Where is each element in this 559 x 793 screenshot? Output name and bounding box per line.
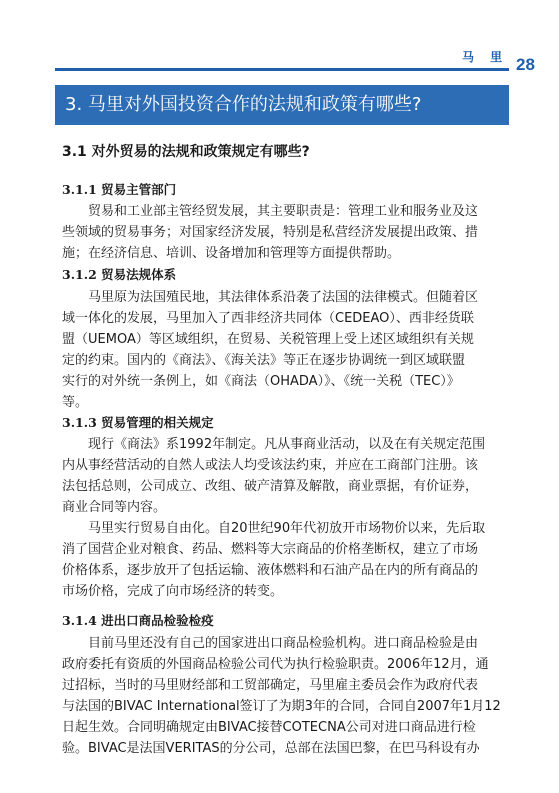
paragraph xyxy=(62,518,510,602)
text-line: 定的约束。国内的《商法》、《海关法》等正在逐步协调统一到区域联盟 xyxy=(62,353,466,368)
text-line: 些领域的贸易事务；对国家经济发展，特别是私营经济发展提出政策、措 xyxy=(62,225,479,240)
text-line: 与法国的BIVAC International签订了为期3年的合同，合同自2007年1月12 xyxy=(62,699,501,714)
text-line: 盟（UEMOA）等区域组织，在贸易、关税管理上受上述区域组织有关规 xyxy=(62,332,474,347)
header-rule xyxy=(55,68,509,71)
text-line: 法包括总则，公司成立、改组、破产清算及解散，商业票据，有价证券， xyxy=(62,479,479,494)
text-line: 贸易和工业部主管经贸发展，其主要职责是：管理工业和服务业及这 xyxy=(88,204,479,219)
page-number: 28 xyxy=(516,55,535,74)
paragraph xyxy=(62,287,510,413)
text-line: 域一体化的发展，马里加入了西非经济共同体（CEDEAO）、西非经货联 xyxy=(62,311,474,326)
text-line: 现行《商法》系1992年制定。凡从事商业活动，以及在有关规定范围 xyxy=(88,437,486,452)
chapter-title-bar: 3. 马里对外国投资合作的法规和政策有哪些? xyxy=(55,85,509,125)
text-line: 过招标，当时的马里财经部和工贸部确定，马里雇主委员会作为政府代表 xyxy=(62,678,479,693)
text-line: 目前马里还没有自己的国家进出口商品检验机构。进口商品检验是由 xyxy=(88,636,479,651)
subsection-title: 3.1.2 贸易法规体系 xyxy=(62,267,177,282)
paragraph xyxy=(62,434,510,518)
text-line: 马里原为法国殖民地，其法律体系沿袭了法国的法律模式。但随着区 xyxy=(88,290,479,305)
paragraph xyxy=(62,201,510,264)
paragraph xyxy=(62,633,510,759)
section-title: 3.1 对外贸易的法规和政策规定有哪些? xyxy=(62,144,310,160)
text-line: 价格体系，逐步放开了包括运输、液体燃料和石油产品在内的所有商品的 xyxy=(62,563,479,578)
subsection-title: 3.1.4 进出口商品检验检疫 xyxy=(62,613,214,628)
text-line: 商业合同等内容。 xyxy=(62,500,167,515)
subsection-title: 3.1.1 贸易主管部门 xyxy=(62,182,177,197)
text-line: 日起生效。合同明确规定由BIVAC接替COTECNA公司对进口商品进行检 xyxy=(62,720,476,735)
text-line: 马里实行贸易自由化。自20世纪90年代初放开市场物价以来，先后取 xyxy=(88,521,486,536)
text-line: 政府委托有资质的外国商品检验公司代为执行检验职责。2006年12月，通 xyxy=(62,657,489,672)
text-line: 实行的对外统一条例上，如《商法（OHADA）》、《统一关税（TEC）》 xyxy=(62,374,460,389)
text-line: 验。BIVAC是法国VERITAS的分公司，总部在法国巴黎，在巴马科设有办 xyxy=(62,741,480,756)
text-line: 施；在经济信息、培训、设备增加和管理等方面提供帮助。 xyxy=(62,246,401,261)
subsection-title: 3.1.3 贸易管理的相关规定 xyxy=(62,415,214,430)
text-line: 等。 xyxy=(62,395,89,410)
text-line: 市场价格，完成了向市场经济的转变。 xyxy=(62,584,284,599)
header-country: 马 里 xyxy=(462,50,509,64)
text-line: 内从事经营活动的自然人或法人均受该法约束，并应在工商部门注册。该 xyxy=(62,458,479,473)
text-line: 消了国营企业对粮食、药品、燃料等大宗商品的价格垄断权，建立了市场 xyxy=(62,542,479,557)
